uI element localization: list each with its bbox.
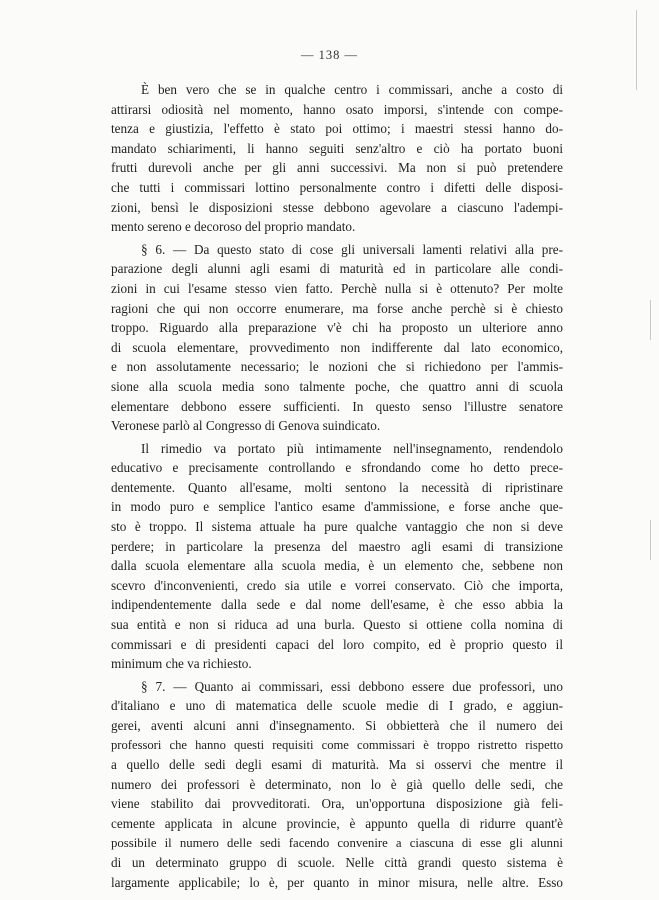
text-line: frutti durevoli anche per gli anni successivi. Ma non si può pretendere	[111, 160, 563, 176]
text-line: troppo. Riguardo alla preparazione v'è chi ha proposto un ulteriore anno	[111, 320, 563, 336]
text-line: viene stabilito dai provveditorati. Ora, un'opportuna disposizione già feli-	[111, 796, 563, 812]
paragraph-3	[111, 439, 563, 674]
text-line: sua entità e non si riduca ad una burla. Questo si ottiene colla nomina di	[111, 617, 563, 633]
text-line: di un determinato gruppo di scuole. Nelle città grandi questo sistema è	[111, 855, 563, 871]
text-line: perdere; in particolare la presenza del maestro agli esami di transizione	[111, 538, 563, 554]
text-line: mento sereno e decoroso del proprio mandato.	[111, 219, 356, 235]
text-line: a quello delle sedi degli esami di maturità. Ma si osservi che mentre il	[111, 757, 563, 773]
scan-margin-mark	[636, 10, 637, 90]
text-line: cemente applicata in alcune provincie, è appunto quella di ridurre quant'è	[111, 815, 563, 831]
text-line: largamente applicabile; lo è, per quanto in minor misura, nelle altre. Esso	[111, 874, 563, 890]
text-line: ragioni che qui non occorre enumerare, ma forse anche perchè si è chiesto	[111, 300, 563, 316]
text-line: attirarsi odiosità nel momento, hanno osato imporsi, s'intende con compe-	[111, 101, 563, 117]
text-line: possibile il numero delle sedi facendo convenire a ciascuna di esse gli alunni	[111, 835, 563, 850]
text-line: d'italiano e uno di matematica delle scuole medie di I grado, e aggiun-	[111, 698, 563, 714]
text-line: professori che hanno questi requisiti come commissari è troppo ristretto rispetto	[111, 737, 563, 752]
text-line: dalla scuola elementare alla scuola media, è un elemento che, sebbene non	[111, 558, 563, 574]
scan-margin-mark	[650, 300, 651, 340]
text-line: zioni in cui l'esame stesso vien fatto. Perchè nulla si è ottenuto? Per molte	[111, 280, 563, 296]
text-line: elementare debbono essere sufficienti. In questo senso l'illustre senatore	[111, 398, 563, 414]
text-line: di scuola elementare, provvedimento non indifferente dal lato economico,	[111, 339, 563, 355]
text-line: indipendentemente dalla sede e dal nome dell'esame, è che esso abbia la	[111, 597, 563, 613]
text-line: in modo puro e semplice l'antico esame d'ammissione, e forse anche que-	[111, 499, 563, 515]
text-line: sione alla scuola media sono talmente poche, che quattro anni di scuola	[111, 378, 563, 394]
text-line: minimum che va richiesto.	[111, 656, 252, 672]
text-line: gerei, aventi alcuni anni d'insegnamento. Si obbietterà che il numero dei	[111, 718, 563, 733]
paragraph-4	[111, 677, 563, 893]
text-line: dentemente. Quanto all'esame, molti sentono la necessità di ripristinare	[111, 479, 563, 495]
page-number: — 138 —	[301, 48, 358, 62]
text-line: Il rimedio va portato più intimamente nell'insegnamento, rendendolo	[141, 440, 563, 456]
scan-margin-mark	[650, 520, 651, 560]
text-line: che tutti i commissari lottino personalmente contro i difetti delle disposi-	[111, 179, 563, 195]
text-line: zioni, bensì le disposizioni stesse debbono agevolare a ciascuno l'adempi-	[111, 199, 563, 215]
text-line: Veronese parlò al Congresso di Genova suindicato.	[111, 418, 381, 434]
paragraph-1	[111, 80, 563, 237]
text-line: È ben vero che se in qualche centro i commissari, anche a costo di	[141, 82, 563, 97]
text-line: numero dei professori è determinato, non lo è già quello delle sedi, che	[111, 776, 563, 792]
text-line: § 6. — Da questo stato di cose gli universali lamenti relativi alla pre-	[141, 241, 563, 257]
text-line: scevro d'inconvenienti, credo sia utile e vorrei conservato. Ciò che importa,	[111, 577, 563, 593]
text-line: educativo e precisamente controllando e sfrondando come ho detto prece-	[111, 460, 563, 476]
paragraph-2	[111, 240, 563, 436]
text-line: § 7. — Quanto ai commissari, essi debbono essere due professori, uno	[141, 678, 563, 694]
text-line: tenza e giustizia, l'effetto è stato poi ottimo; i maestri stessi hanno do-	[111, 121, 563, 137]
text-line: parazione degli alunni agli esami di maturità ed in particolare alle condi-	[111, 261, 563, 277]
text-line: mandato schiarimenti, li hanno seguiti senz'altro e ciò ha portato buoni	[111, 140, 563, 156]
text-line: e non assolutamente necessario; le nozioni che si richiedono per l'ammis-	[111, 359, 563, 375]
text-line: sto è troppo. Il sistema attuale ha pure qualche vantaggio che non si deve	[111, 519, 563, 535]
text-line: commissari e di presidenti capaci del loro compito, ed è proprio questo il	[111, 636, 563, 652]
body-text	[111, 80, 563, 892]
